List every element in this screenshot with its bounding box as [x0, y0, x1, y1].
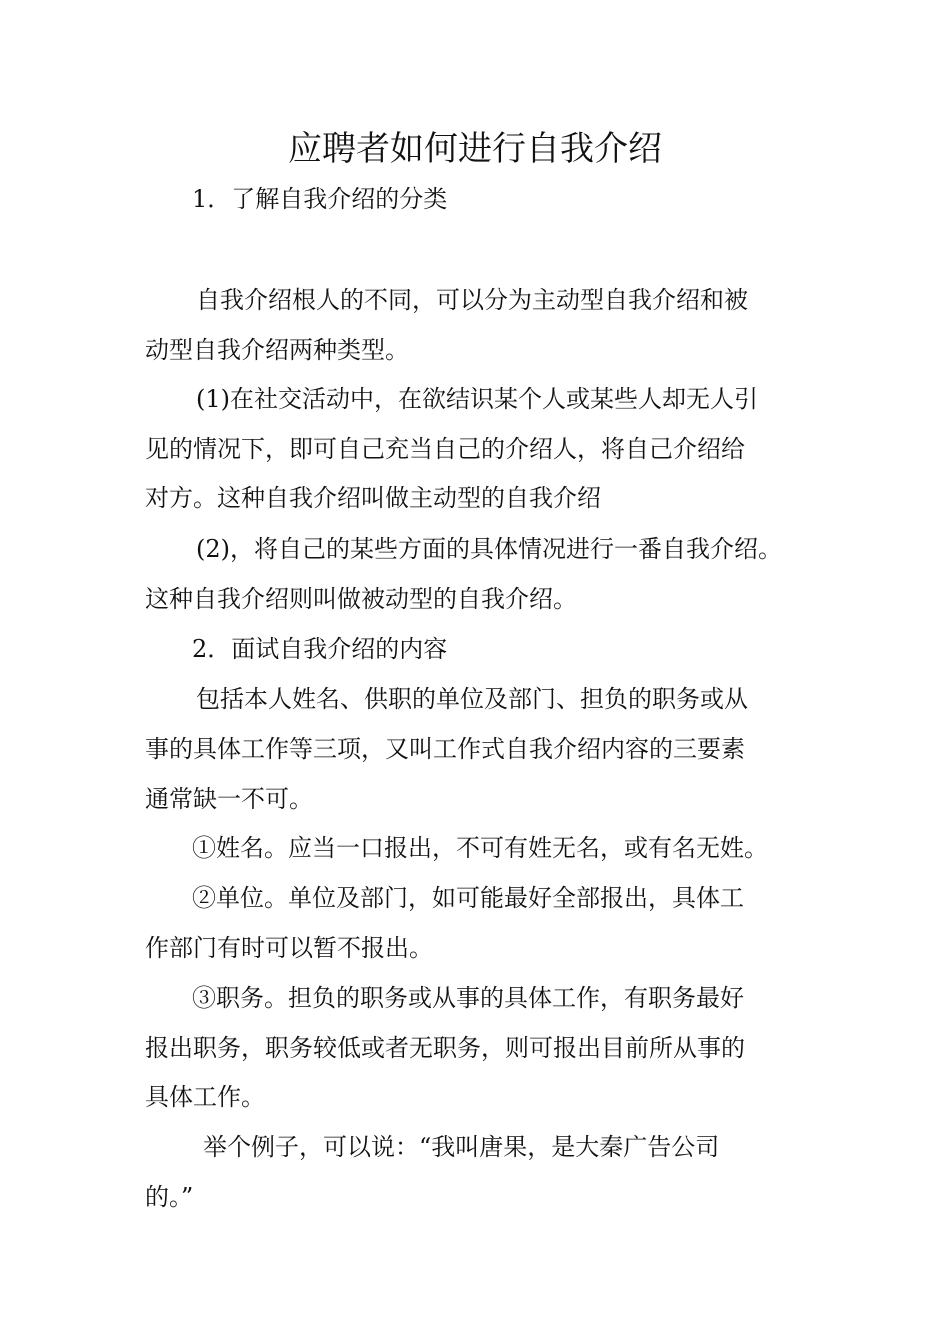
paragraph-line: 报出职务，职务较低或者无职务，则可报出目前所从事的	[145, 1034, 745, 1062]
paragraph-line: 的。”	[145, 1183, 194, 1211]
paragraph-line: 见的情况下，即可自己充当自己的介绍人，将自己介绍给	[145, 435, 745, 463]
paragraph-line: 举个例子，可以说：“我叫唐果，是大秦广告公司	[203, 1133, 720, 1161]
paragraph-line: 动型自我介绍两种类型。	[145, 336, 409, 364]
paragraph-line: ②单位。单位及部门，如可能最好全部报出，具体工	[192, 884, 744, 912]
paragraph-line: 具体工作。	[145, 1083, 265, 1111]
document-title: 应聘者如何进行自我介绍	[288, 129, 662, 169]
section-heading-2: 2．面试自我介绍的内容	[192, 635, 448, 663]
paragraph-line: (1)在社交活动中，在欲结识某个人或某些人却无人引	[196, 385, 758, 413]
paragraph-line: 包括本人姓名、供职的单位及部门、担负的职务或从	[196, 685, 748, 713]
paragraph-line: 对方。这种自我介绍叫做主动型的自我介绍	[145, 484, 601, 512]
paragraph-line: (2)，将自己的某些方面的具体情况进行一番自我介绍。	[196, 535, 782, 563]
paragraph-line: 自我介绍根人的不同，可以分为主动型自我介绍和被	[196, 286, 748, 314]
paragraph-line: 事的具体工作等三项，又叫工作式自我介绍内容的三要素	[145, 735, 745, 763]
paragraph-line: ③职务。担负的职务或从事的具体工作，有职务最好	[192, 984, 744, 1012]
paragraph-line: 这种自我介绍则叫做被动型的自我介绍。	[145, 585, 577, 613]
paragraph-line: 作部门有时可以暂不报出。	[145, 934, 433, 962]
paragraph-line: ①姓名。应当一口报出，不可有姓无名，或有名无姓。	[192, 834, 768, 862]
section-heading-1: 1．了解自我介绍的分类	[192, 185, 448, 213]
paragraph-line: 通常缺一不可。	[145, 785, 313, 813]
